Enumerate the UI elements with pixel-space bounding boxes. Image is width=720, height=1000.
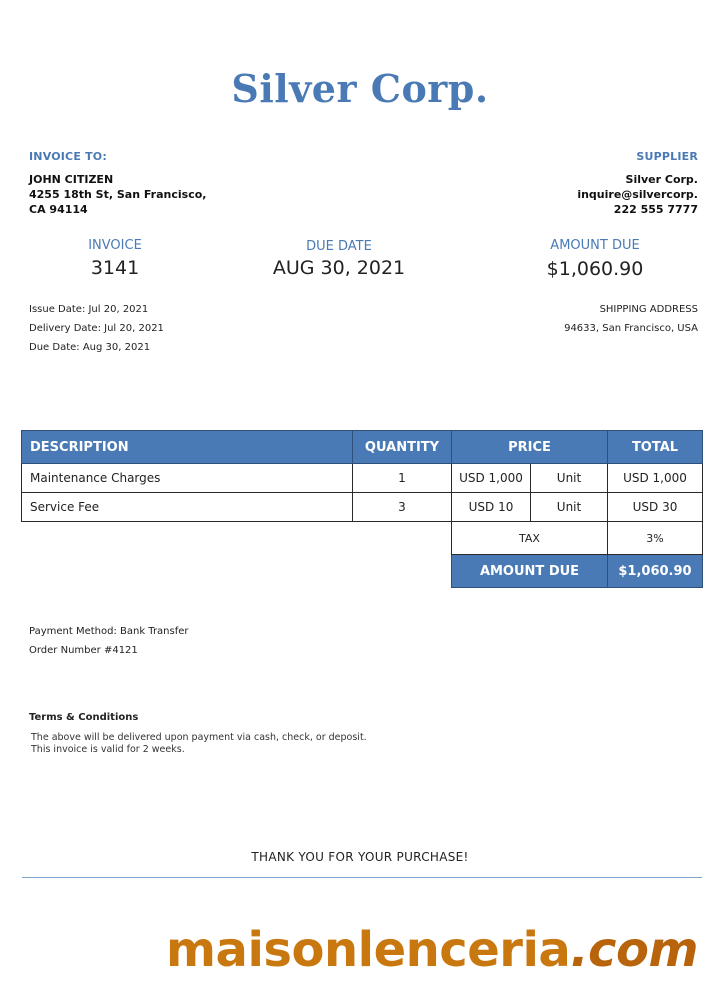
tax-value: 3% [608, 522, 703, 555]
supplier-name: Silver Corp. [625, 173, 698, 186]
tax-label: TAX [452, 522, 608, 555]
shipping-label: SHIPPING ADDRESS [599, 304, 698, 315]
tax-row [22, 522, 703, 555]
delivery-date: Delivery Date: Jul 20, 2021 [29, 323, 164, 334]
amount-due-row [22, 555, 703, 588]
payment-method: Payment Method: Bank Transfer [29, 626, 189, 637]
due-date-block [259, 239, 419, 279]
row-price: USD 1,000 [452, 464, 531, 493]
total-amount-due-label: AMOUNT DUE [452, 555, 608, 588]
col-header-description: DESCRIPTION [22, 431, 353, 464]
bill-to-address-line2: CA 94114 [29, 203, 88, 216]
due-date-value: AUG 30, 2021 [272, 257, 406, 279]
watermark-tld: .com [570, 922, 698, 978]
amount-due-value: $1,060.90 [546, 258, 644, 280]
invoice-number-block [55, 238, 175, 279]
supplier-email: inquire@silvercorp. [577, 188, 698, 201]
watermark-name: maisonlenceria [166, 922, 571, 978]
table-row [22, 493, 703, 522]
blank-cell [22, 555, 452, 588]
order-number: Order Number #4121 [29, 645, 138, 656]
amount-due-block [530, 238, 660, 280]
items-table [21, 430, 703, 588]
col-header-quantity: QUANTITY [353, 431, 452, 464]
invoice-label: INVOICE [88, 238, 142, 253]
row-price: USD 10 [452, 493, 531, 522]
col-header-price: PRICE [452, 431, 608, 464]
row-unit: Unit [531, 493, 608, 522]
row-total: USD 30 [608, 493, 703, 522]
terms-title: Terms & Conditions [29, 712, 139, 723]
row-total: USD 1,000 [608, 464, 703, 493]
footer-divider [22, 877, 702, 878]
dates-block [29, 300, 164, 357]
bill-to-name: JOHN CITIZEN [29, 173, 114, 186]
thank-you-message: THANK YOU FOR YOUR PURCHASE! [251, 850, 469, 864]
payment-block [29, 622, 189, 660]
total-amount-due-value: $1,060.90 [608, 555, 703, 588]
due-date-line: Due Date: Aug 30, 2021 [29, 342, 151, 353]
supplier-label: SUPPLIER [636, 150, 698, 163]
blank-cell [22, 522, 452, 555]
row-quantity: 3 [353, 493, 452, 522]
company-title: Silver Corp. [231, 66, 489, 111]
shipping-address: 94633, San Francisco, USA [564, 323, 698, 334]
invoice-number: 3141 [90, 257, 140, 279]
row-description: Maintenance Charges [22, 464, 353, 493]
shipping-block [564, 300, 698, 338]
due-date-label: DUE DATE [306, 239, 372, 254]
table-row [22, 464, 703, 493]
supplier-block [577, 172, 698, 217]
terms-line1: The above will be delivered upon payment via cash, check, or deposit. [31, 732, 367, 743]
terms-body [31, 732, 367, 756]
terms-line2: This invoice is valid for 2 weeks. [31, 744, 185, 755]
row-quantity: 1 [353, 464, 452, 493]
col-header-total: TOTAL [608, 431, 703, 464]
invoice-to-label: INVOICE TO: [29, 150, 107, 163]
row-unit: Unit [531, 464, 608, 493]
row-description: Service Fee [22, 493, 353, 522]
bill-to-address-line1: 4255 18th St, San Francisco, [29, 188, 207, 201]
bill-to-block [29, 172, 206, 217]
issue-date: Issue Date: Jul 20, 2021 [29, 304, 149, 315]
amount-due-label: AMOUNT DUE [550, 238, 640, 253]
table-header-row [22, 431, 703, 464]
supplier-phone: 222 555 7777 [613, 203, 698, 216]
watermark [166, 922, 698, 978]
